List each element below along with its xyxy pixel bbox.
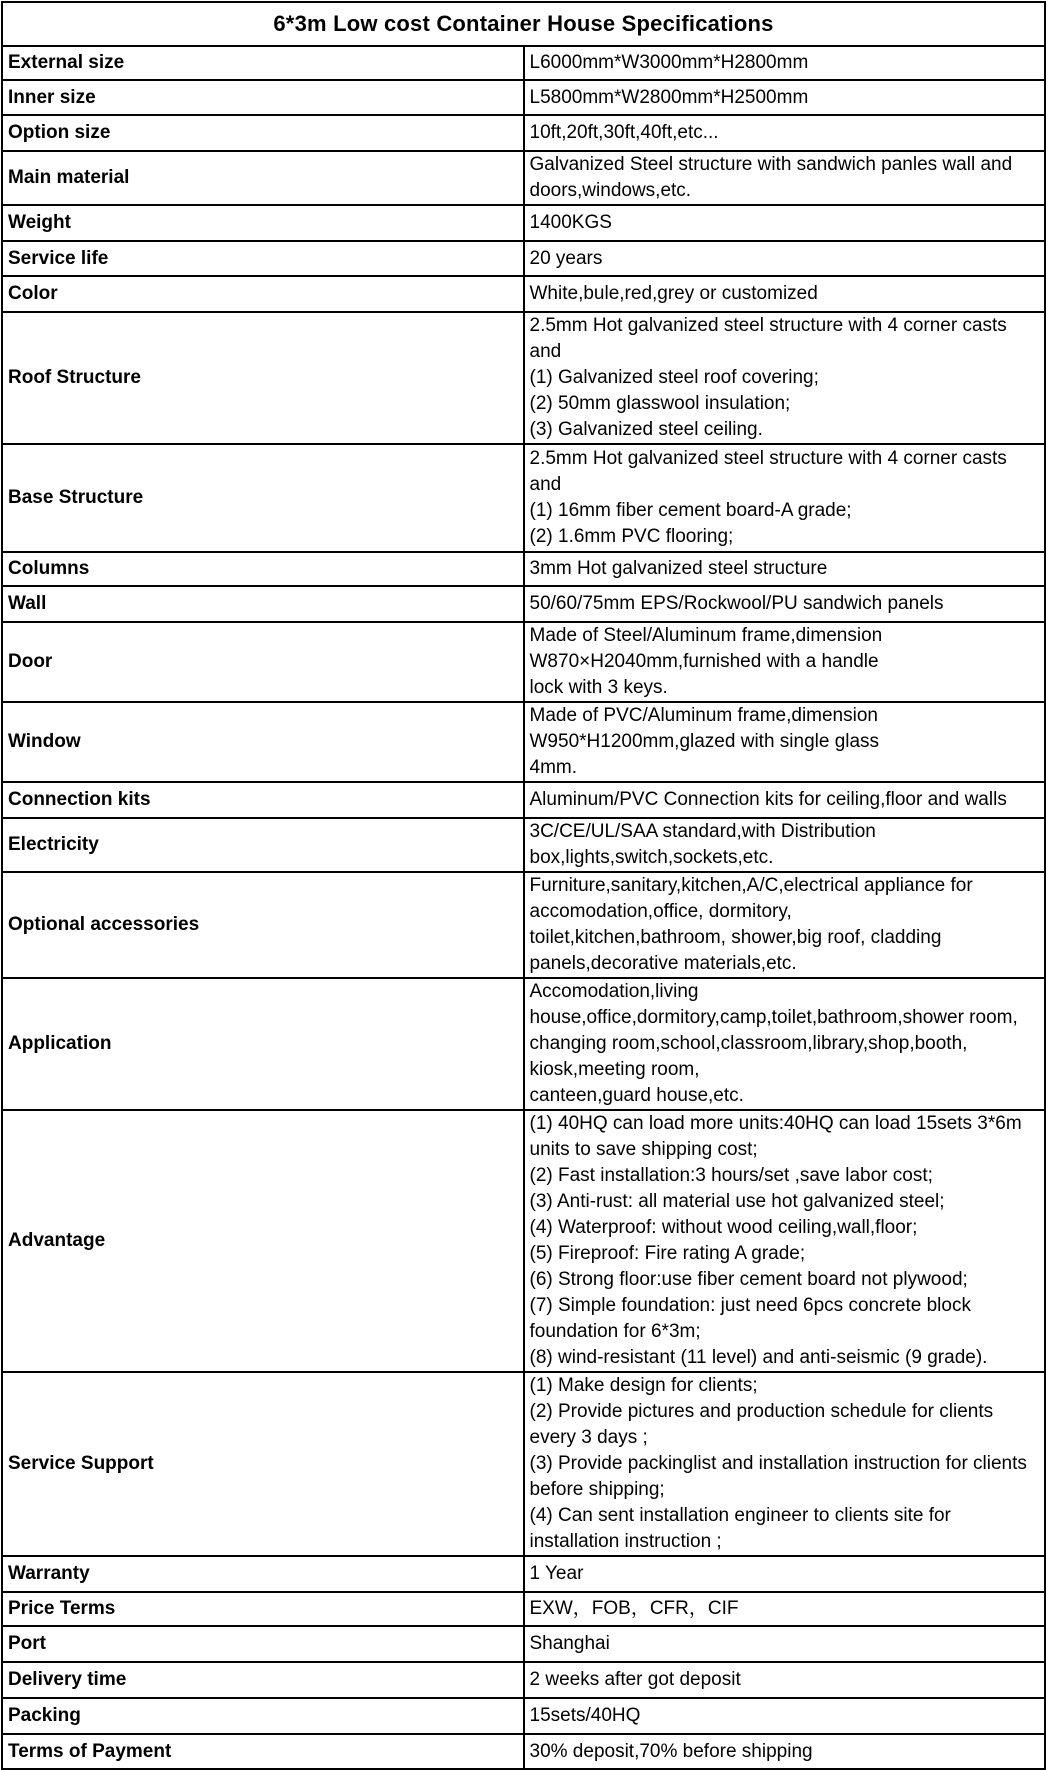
value-line: (7) Simple foundation: just need 6pcs concrete block foundation for 6*3m; — [529, 1295, 971, 1342]
value-line: 30% deposit,70% before shipping — [529, 1740, 813, 1762]
row-label: Connection kits — [2, 782, 524, 818]
value-line: EXW，FOB，CFR，CIF — [529, 1598, 739, 1619]
value-line: (2) Fast installation:3 hours/set ,save labor cost; — [529, 1165, 933, 1186]
value-line: 15sets/40HQ — [529, 1705, 641, 1726]
value-line: (2) 50mm glasswool insulation; — [529, 393, 791, 414]
row-value — [524, 1592, 1046, 1626]
table-row — [2, 586, 1045, 622]
row-value — [524, 312, 1046, 444]
row-label: Terms of Payment — [2, 1734, 524, 1769]
row-label: Weight — [2, 205, 524, 241]
row-value — [524, 80, 1046, 115]
row-value — [524, 205, 1046, 241]
row-value — [524, 872, 1046, 978]
value-line: Galvanized Steel structure with sandwich panles wall and doors,windows,etc. — [529, 154, 1013, 201]
row-value — [524, 978, 1046, 1110]
value-line: (1) 16mm fiber cement board-A grade; — [529, 500, 852, 521]
table-row — [2, 552, 1045, 586]
value-line: L5800mm*W2800mm*H2500mm — [529, 86, 809, 108]
table-row — [2, 872, 1045, 978]
row-label: Price Terms — [2, 1592, 524, 1626]
row-value — [524, 1662, 1046, 1698]
row-value — [524, 276, 1046, 312]
row-label: Application — [2, 978, 524, 1110]
value-line: 2.5mm Hot galvanized steel structure with 4 corner casts and — [529, 448, 1007, 495]
table-row — [2, 1626, 1045, 1662]
value-line: (6) Strong floor:use fiber cement board not plywood; — [529, 1269, 968, 1290]
value-line: 2 weeks after got deposit — [529, 1669, 741, 1690]
row-label: Service life — [2, 241, 524, 276]
row-label: Main material — [2, 151, 524, 205]
row-value — [524, 151, 1046, 205]
value-line: 4mm. — [529, 757, 577, 778]
value-line: (8) wind-resistant (11 level) and anti-seismic (9 grade). — [529, 1347, 988, 1368]
value-line: 50/60/75mm EPS/Rockwool/PU sandwich panels — [529, 593, 944, 614]
table-row — [2, 1372, 1045, 1556]
row-label: Optional accessories — [2, 872, 524, 978]
value-line: (3) Provide packinglist and installation instruction for clients before shipping; — [529, 1453, 1027, 1500]
value-line: (4) Waterproof: without wood ceiling,wall,floor; — [529, 1217, 918, 1238]
value-line: lock with 3 keys. — [529, 677, 668, 698]
row-value — [524, 115, 1046, 151]
table-row — [2, 1662, 1045, 1698]
row-value — [524, 444, 1046, 552]
table-row — [2, 1110, 1045, 1372]
table-title: 6*3m Low cost Container House Specifications — [2, 2, 1045, 46]
table-row — [2, 115, 1045, 151]
table-row — [2, 151, 1045, 205]
row-value — [524, 1734, 1046, 1769]
value-line: Furniture,sanitary,kitchen,A/C,electrical appliance for accomodation,office, dormitory, — [529, 875, 973, 922]
value-line: 10ft,20ft,30ft,40ft,etc... — [529, 122, 719, 143]
value-line: (1) 40HQ can load more units:40HQ can load 15sets 3*6m units to save shipping cost; — [529, 1113, 1022, 1160]
row-value — [524, 241, 1046, 276]
value-line: (2) Provide pictures and production schedule for clients every 3 days ; — [529, 1401, 994, 1448]
table-row — [2, 1734, 1045, 1769]
table-row — [2, 312, 1045, 444]
row-label: Advantage — [2, 1110, 524, 1372]
value-line: Made of PVC/Aluminum frame,dimension W950*H1200mm,glazed with single glass — [529, 705, 880, 752]
value-line: Aluminum/PVC Connection kits for ceiling,floor and walls — [529, 789, 1007, 810]
value-line: 1 Year — [529, 1563, 584, 1584]
value-line: (1) Make design for clients; — [529, 1375, 758, 1396]
table-row — [2, 1698, 1045, 1734]
table-row — [2, 978, 1045, 1110]
table-row — [2, 1592, 1045, 1626]
table-row — [2, 241, 1045, 276]
value-line: canteen,guard house,etc. — [529, 1085, 744, 1106]
row-label: Base Structure — [2, 444, 524, 552]
row-value — [524, 1110, 1046, 1372]
row-value — [524, 1698, 1046, 1734]
value-line: 1400KGS — [529, 212, 612, 233]
table-row — [2, 80, 1045, 115]
table-row — [2, 818, 1045, 872]
row-value — [524, 586, 1046, 622]
value-line: Made of Steel/Aluminum frame,dimension W870×H2040mm,furnished with a handle — [529, 625, 883, 672]
row-label: Roof Structure — [2, 312, 524, 444]
value-line: (3) Galvanized steel ceiling. — [529, 419, 763, 440]
value-line: 3mm Hot galvanized steel structure — [529, 558, 828, 579]
row-value — [524, 702, 1046, 782]
value-line: (5) Fireproof: Fire rating A grade; — [529, 1243, 806, 1264]
row-label: Packing — [2, 1698, 524, 1734]
value-line: L6000mm*W3000mm*H2800mm — [529, 52, 809, 73]
table-row — [2, 782, 1045, 818]
row-value — [524, 1372, 1046, 1556]
row-label: Window — [2, 702, 524, 782]
row-label: Service Support — [2, 1372, 524, 1556]
value-line: 3C/CE/UL/SAA standard,with Distribution box,lights,switch,sockets,etc. — [529, 821, 876, 868]
row-label: Inner size — [2, 80, 524, 115]
value-line: (4) Can sent installation engineer to clients site for installation instruction ; — [529, 1505, 951, 1552]
row-label: Electricity — [2, 818, 524, 872]
table-row — [2, 702, 1045, 782]
specifications-table — [1, 1, 1046, 1770]
value-line: Shanghai — [529, 1633, 610, 1654]
table-row — [2, 622, 1045, 702]
row-value — [524, 46, 1046, 80]
row-label: Wall — [2, 586, 524, 622]
row-label: Warranty — [2, 1556, 524, 1592]
row-label: Port — [2, 1626, 524, 1662]
row-value — [524, 622, 1046, 702]
value-line: (3) Anti-rust: all material use hot galvanized steel; — [529, 1191, 945, 1212]
row-label: External size — [2, 46, 524, 80]
value-line: Accomodation,living house,office,dormitory,camp,toilet,bathroom,shower room, — [529, 981, 1018, 1028]
row-label: Door — [2, 622, 524, 702]
table-row — [2, 46, 1045, 80]
row-value — [524, 552, 1046, 586]
table-row — [2, 205, 1045, 241]
title-row — [2, 2, 1045, 46]
value-line: 20 years — [529, 247, 603, 269]
row-value — [524, 818, 1046, 872]
row-label: Option size — [2, 115, 524, 151]
value-line: toilet,kitchen,bathroom, shower,big roof, cladding panels,decorative materials,etc. — [529, 927, 942, 974]
table-row — [2, 276, 1045, 312]
specifications-body — [2, 2, 1045, 1769]
table-row — [2, 1556, 1045, 1592]
value-line: (2) 1.6mm PVC flooring; — [529, 526, 734, 547]
row-label: Columns — [2, 552, 524, 586]
row-value — [524, 1556, 1046, 1592]
row-label: Color — [2, 276, 524, 312]
table-row — [2, 444, 1045, 552]
value-line: 2.5mm Hot galvanized steel structure with 4 corner casts and — [529, 315, 1007, 362]
value-line: changing room,school,classroom,library,shop,booth, kiosk,meeting room, — [529, 1033, 968, 1080]
value-line: (1) Galvanized steel roof covering; — [529, 367, 819, 388]
row-value — [524, 1626, 1046, 1662]
value-line: White,bule,red,grey or customized — [529, 283, 818, 304]
row-label: Delivery time — [2, 1662, 524, 1698]
row-value — [524, 782, 1046, 818]
